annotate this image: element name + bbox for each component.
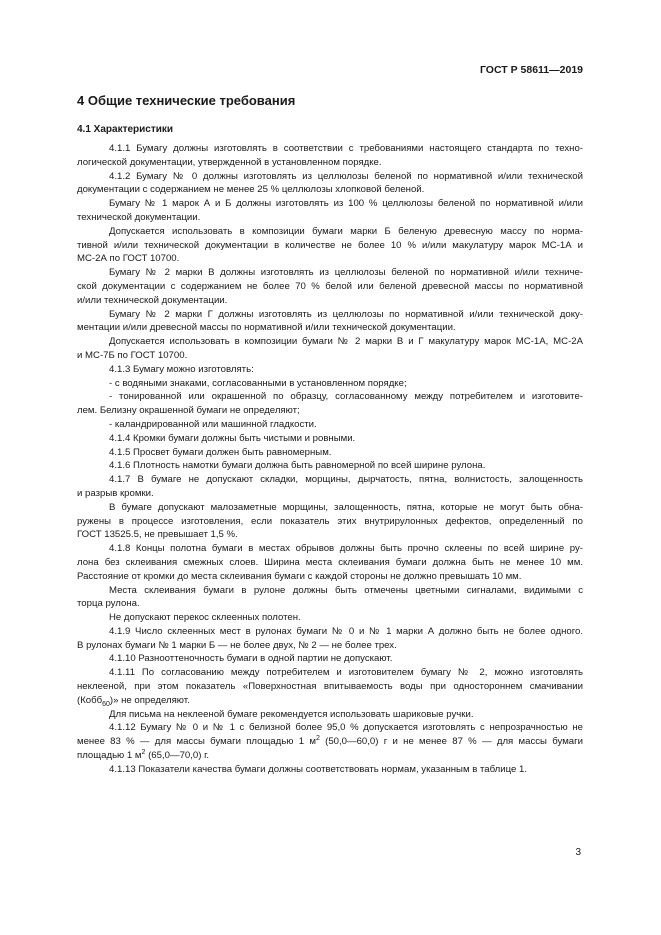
body-text — [77, 142, 583, 777]
text-line: 4.1.3 Бумагу можно изготовлять: — [109, 363, 254, 375]
subsection-title: 4.1 Характеристики — [77, 124, 174, 135]
text-line: 4.1.5 Просвет бумаги должен быть равномерным. — [109, 446, 332, 458]
text-line: 4.1.1 Бумагу должны изготовлять в соответствии с требованиями настоящего стандарта по техно- — [109, 143, 583, 154]
text-line: Бумагу № 1 марок А и Б должны изготовлять из 100 % целлюлозы беленой по нормативной и/или — [109, 198, 583, 210]
text-line: 4.1.10 Разнооттеночность бумаги в одной партии не допускают. — [109, 653, 393, 665]
page-number: 3 — [575, 847, 581, 858]
text-line: (Кобб$_{60}$)» не определяют. — [77, 694, 190, 708]
text-line: - каландрированной или машинной гладкости. — [109, 418, 317, 430]
text-line: ГОСТ 13525.5, не превышает 1,5 %. — [77, 529, 238, 541]
text-line: В бумаге допускают малозаметные морщины, залощенность, пятна, которые не могут быть обна- — [109, 501, 583, 513]
text-line: технической документации. — [77, 211, 201, 223]
text-line: лем. Белизну окрашенной бумаги не определяют; — [77, 405, 300, 417]
text-line: Не допускают перекос склеенных полотен. — [109, 612, 301, 624]
section-title: 4 Общие технические требования — [77, 93, 296, 108]
text-line: Допускается использовать в композиции бумаги № 2 марки В и Г макулатуру марок МС-1А, МС-2А — [109, 336, 583, 348]
text-line: МС-2А по ГОСТ 10700. — [77, 253, 180, 265]
text-line: 4.1.7 В бумаге не допускают складки, морщины, дырчатость, пятна, волнистость, залощенность — [109, 474, 583, 486]
text-line: 4.1.6 Плотность намотки бумаги должна быть равномерной по всей ширине рулона. — [109, 460, 486, 472]
text-line: Бумагу № 2 марки Г должны изготовлять из целлюлозы по нормативной и/или технической доку- — [109, 308, 583, 320]
text-line: менее 83 % — для массы бумаги площадью 1 $м^2$ (50,0—60,0) г и не менее 87 % — для массы бумаги — [77, 735, 583, 748]
text-line: неклееной, при этом показатель «Поверхностная впитываемость воды при одностороннем смачивании — [77, 681, 583, 693]
text-line: Места склеивания бумаги в рулоне должны быть отмечены цветными сигналами, видимыми с — [109, 584, 583, 596]
text-line: Бумагу № 2 марки В должны изготовлять из целлюлозы беленой по нормативной и/или техниче- — [109, 267, 583, 279]
text-line: ской документации с содержанием не более 70 % белой или беленой древесной массы по нормативной — [77, 280, 583, 292]
text-line: и разрыв кромки. — [77, 487, 154, 499]
text-line: Для письма на неклееной бумаге рекомендуется использовать шариковые ручки. — [109, 708, 474, 720]
text-line: лона без склеивания смежных слоев. Ширина места склеивания бумаги должна быть не менее 10 мм. — [77, 556, 583, 568]
text-line: 4.1.12 Бумагу № 0 и № 1 с белизной более 95,0 % допускается изготовлять с непрозрачностью не — [109, 722, 583, 734]
text-line: ружены в процессе изготовления, если показатель этих внутрирулонных дефектов, определенный по — [77, 515, 583, 527]
text-line: - с водяными знаками, согласованными в установленном порядке; — [109, 377, 407, 389]
text-line: 4.1.13 Показатели качества бумаги должны соответствовать нормам, указанным в таблице 1. — [109, 763, 528, 775]
text-line: 4.1.9 Число склеенных мест в рулонах бумаги № 0 и № 1 марки А должно быть не более одного. — [109, 625, 583, 637]
text-line: документации с содержанием не менее 25 % целлюлозы хлопковой беленой. — [77, 184, 425, 196]
text-line: ментации и/или древесной массы по нормативной и/или технической документации. — [77, 322, 456, 334]
text-line: тивной и/или технической документации в количестве не более 10 % и/или макулатуру марок МС-1А и — [77, 239, 583, 251]
text-line: Допускается использовать в композиции бумаги марки Б беленую древесную массу по норма- — [109, 225, 583, 237]
text-line: 4.1.4 Кромки бумаги должны быть чистыми и ровными. — [109, 432, 356, 444]
text-line: 4.1.11 По согласованию между потребителем и изготовителем бумагу № 2, можно изготовлять — [109, 667, 583, 679]
text-line: торца рулона. — [77, 598, 140, 610]
document-header: ГОСТ Р 58611—2019 — [479, 64, 583, 76]
text-line: логической документации, утвержденной в установленном порядке. — [77, 156, 382, 168]
text-line: Расстояние от кромки до места склеивания бумаги с каждой стороны не должно превышать 10 мм. — [77, 570, 522, 582]
text-line: площадью 1 $м^2$ (65,0—70,0) г. — [77, 748, 210, 762]
text-line: 4.1.8 Концы полотна бумаги в местах обрывов должны быть прочно склеены по всей ширине ру- — [109, 543, 583, 555]
text-line: - тонированной или окрашенной по образцу, согласованному между потребителем и изготовите- — [109, 391, 583, 403]
text-line: и МС-7Б по ГОСТ 10700. — [77, 349, 188, 361]
text-line: В рулонах бумаги № 1 марки Б — не более двух, № 2 — не более трех. — [77, 639, 397, 651]
text-line: 4.1.2 Бумагу № 0 должны изготовлять из целлюлозы беленой по нормативной и/или технической — [109, 170, 583, 182]
text-line: и/или технической документации. — [77, 294, 228, 306]
